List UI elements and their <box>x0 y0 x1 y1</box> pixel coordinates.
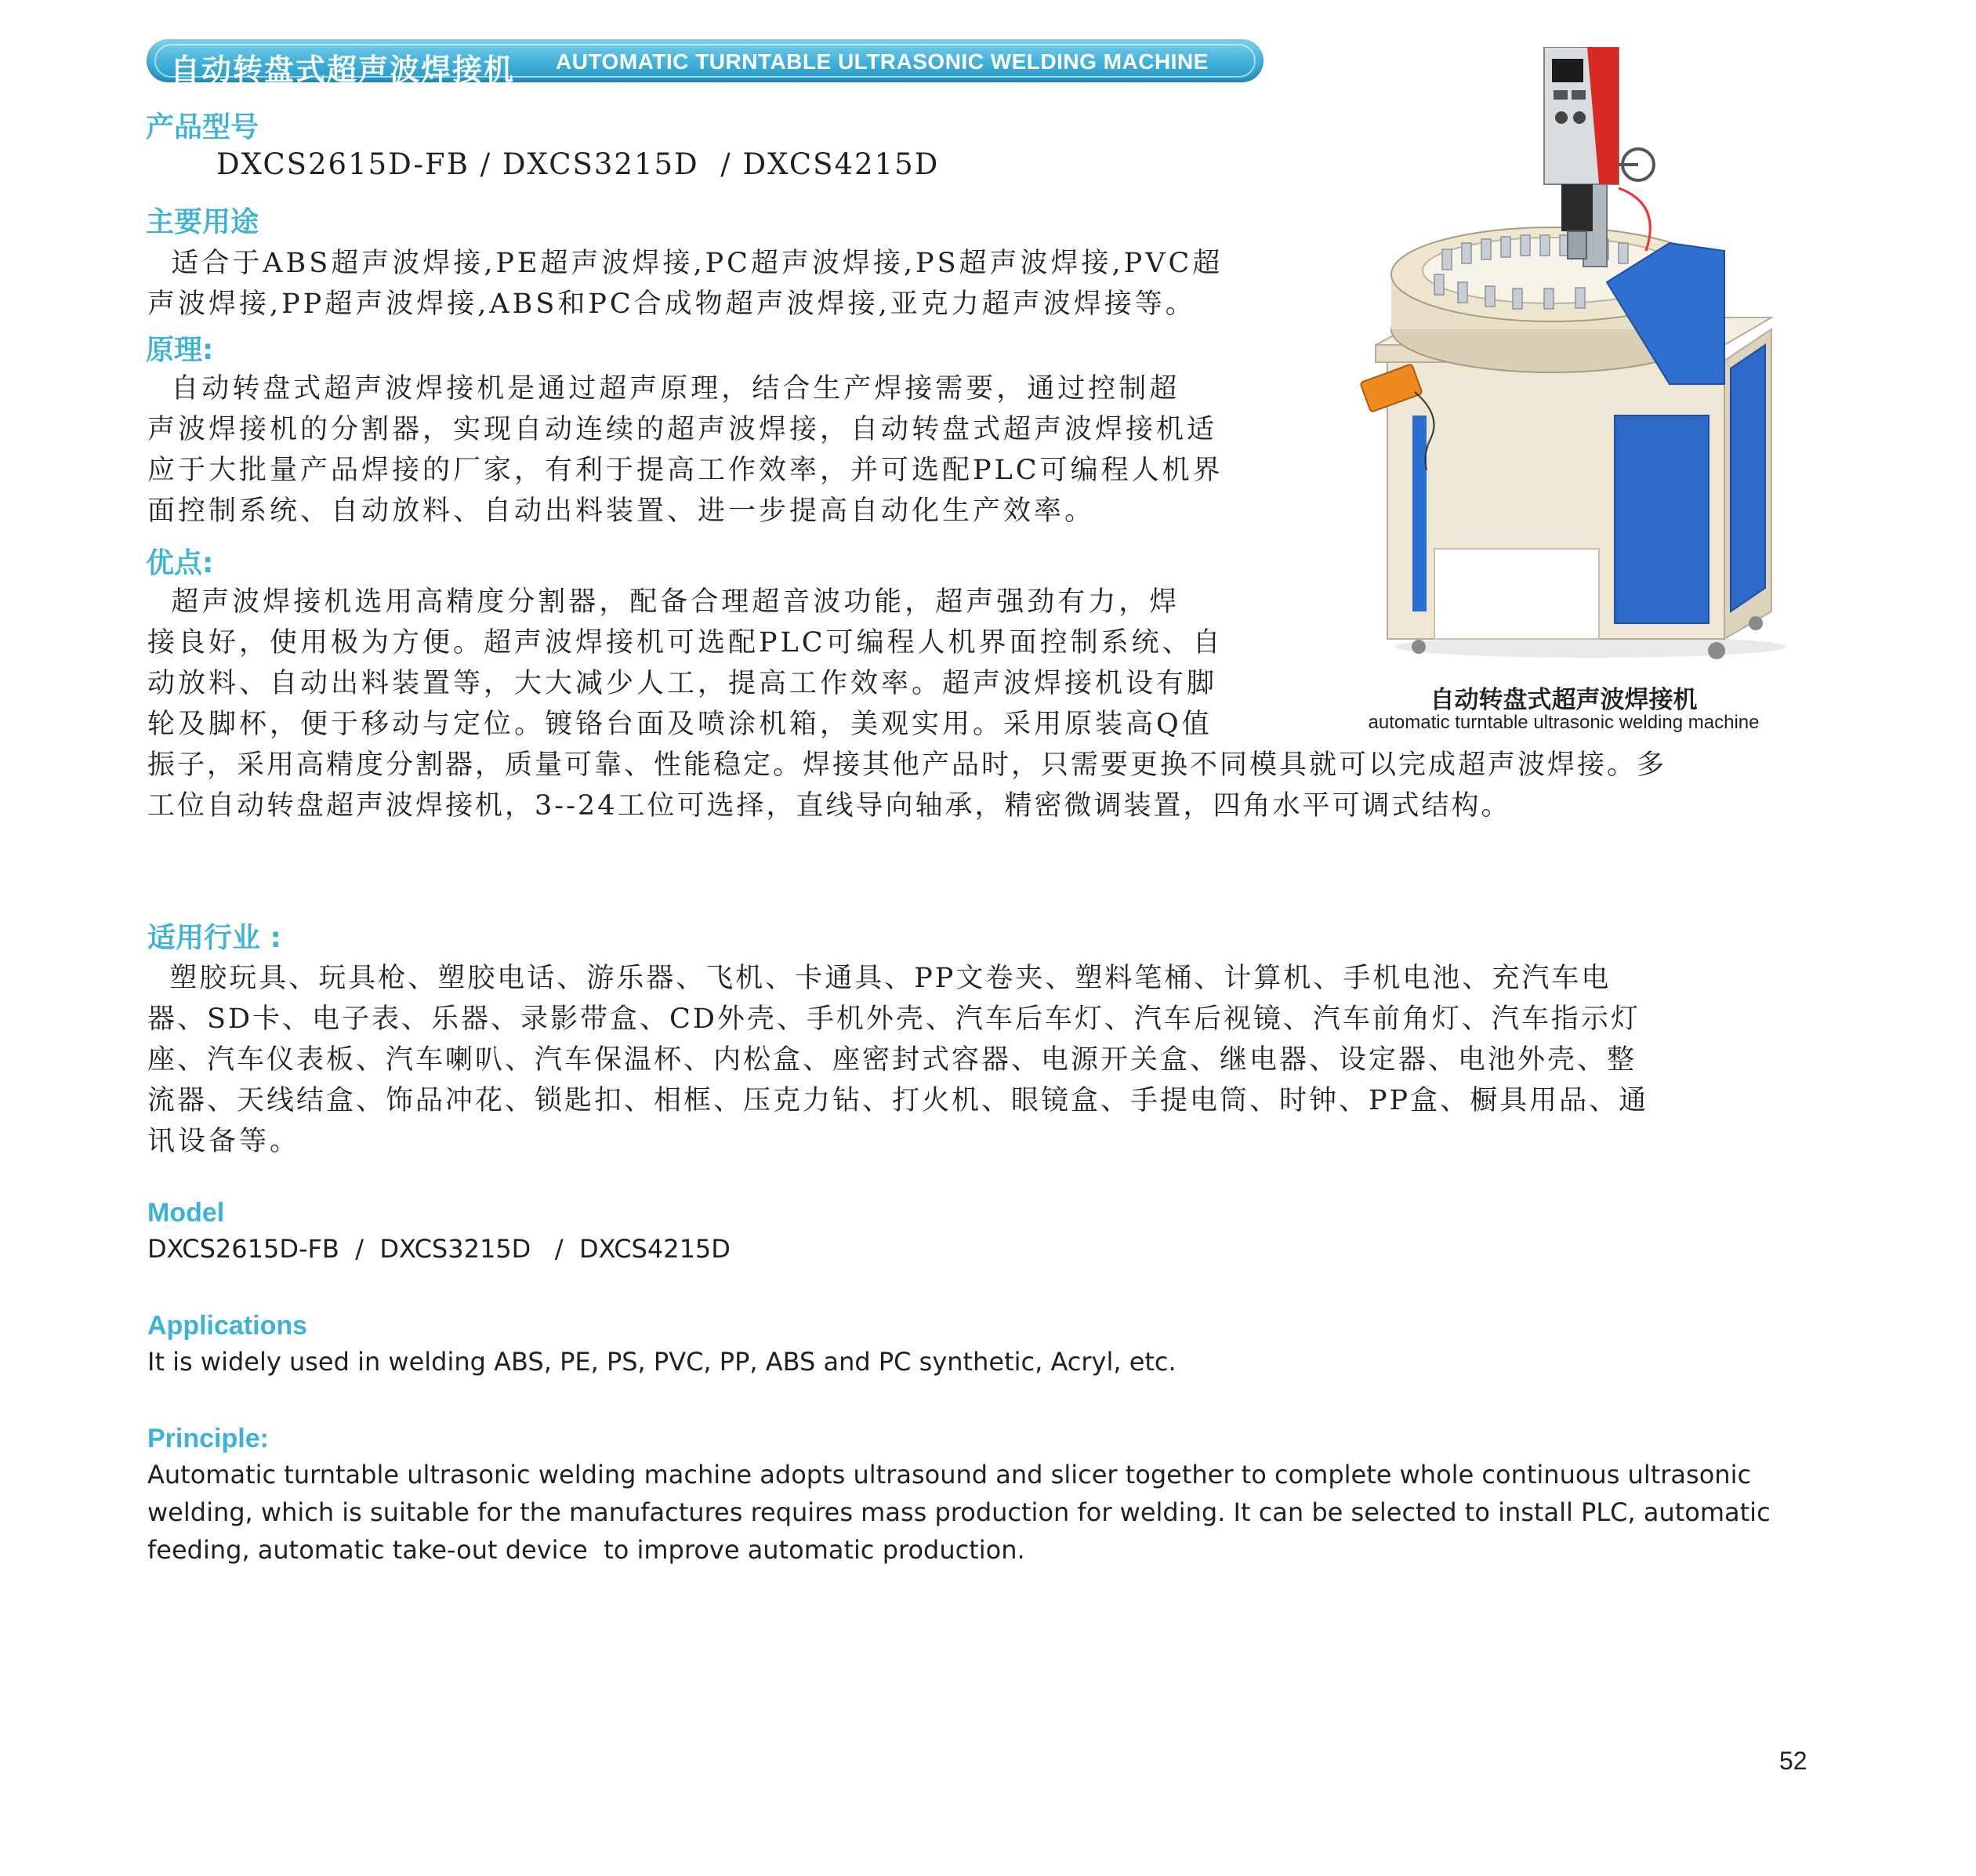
banner-title-cn: 自动转盘式超声波焊接机 <box>170 53 516 87</box>
figure-caption-cn: 自动转盘式超声波焊接机 <box>1430 686 1698 714</box>
model-value-en: DXCS2615D-FB / DXCS3215D / DXCS4215D <box>147 1234 731 1264</box>
applications-text-en: It is widely used in welding ABS, PE, PS, PVC, PP, ABS and PC synthetic, Acryl, etc. <box>147 1347 1177 1377</box>
advantages-line: 接良好，使用极为方便。超声波焊接机可选配PLC可编程人机界面控制系统、自 <box>147 627 1224 659</box>
principle-line: 应于大批量产品焊接的厂家，有利于提高工作效率，并可选配PLC可编程人机界 <box>147 455 1224 486</box>
advantages-line: 工位自动转盘超声波焊接机，3--24工位可选择，直线导向轴承，精密微调装置，四角水平可调式结构。 <box>147 790 1511 822</box>
heading-advantages-cn: 优点: <box>146 547 214 579</box>
principle-line-en: feeding, automatic take-out device to improve automatic production. <box>147 1535 1025 1565</box>
principle-line: 自动转盘式超声波焊接机是通过超声原理，结合生产焊接需要，通过控制超 <box>147 373 1180 405</box>
industries-line: 塑胶玩具、玩具枪、塑胶电话、游乐器、飞机、卡通具、PP文卷夹、塑料笔桶、计算机、手机电池、充汽车电 <box>147 963 1612 994</box>
heading-applications-en: Applications <box>147 1311 308 1341</box>
industries-line: 流器、天线结盒、饰品冲花、锁匙扣、相框、压克力钻、打火机、眼镜盒、手提电筒、时钟、PP盒、橱具用品、通 <box>147 1085 1649 1116</box>
page-number: 52 <box>1779 1747 1807 1775</box>
banner-title-en: AUTOMATIC TURNTABLE ULTRASONIC WELDING MACHINE <box>556 49 1209 74</box>
principle-line: 面控制系统、自动放料、自动出料装置、进一步提高自动化生产效率。 <box>147 495 1096 527</box>
usage-line: 声波焊接,PP超声波焊接,ABS和PC合成物超声波焊接,亚克力超声波焊接等。 <box>147 288 1196 320</box>
advantages-line: 振子，采用高精度分割器，质量可靠、性能稳定。焊接其他产品时，只需要更换不同模具就可以完成超声波焊接。多 <box>147 749 1667 781</box>
principle-line-en: welding, which is suitable for the manufactures requires mass production for welding. It can be selected to install PLC, automatic <box>147 1497 1771 1527</box>
principle-line: 声波焊接机的分割器，实现自动连续的超声波焊接，自动转盘式超声波焊接机适 <box>147 414 1218 445</box>
industries-line: 座、汽车仪表板、汽车喇叭、汽车保温杯、内松盒、座密封式容器、电源开关盒、继电器、设定器、电池外壳、整 <box>147 1044 1637 1076</box>
industries-line: 讯设备等。 <box>147 1126 301 1157</box>
heading-usage-cn: 主要用途 <box>146 206 259 238</box>
heading-principle-en: Principle: <box>147 1424 269 1453</box>
heading-industries-cn: 适用行业 : <box>147 922 281 954</box>
principle-line-en: Automatic turntable ultrasonic welding machine adopts ultrasound and slicer together to complete whole continuous ultrasonic <box>147 1460 1752 1490</box>
model-value-cn: DXCS2615D-FB / DXCS3215D / DXCS4215D <box>216 147 940 181</box>
title-banner <box>147 39 1264 87</box>
advantages-line: 动放料、自动出料装置等，大大减少人工，提高工作效率。超声波焊接机设有脚 <box>147 668 1218 699</box>
advantages-line: 超声波焊接机选用高精度分割器，配备合理超音波功能，超声强劲有力，焊 <box>147 586 1180 618</box>
usage-line: 适合于ABS超声波焊接,PE超声波焊接,PC超声波焊接,PS超声波焊接,PVC超 <box>147 248 1224 279</box>
heading-model-cn: 产品型号 <box>146 111 259 143</box>
heading-principle-cn: 原理: <box>146 334 214 366</box>
figure-caption-en: automatic turntable ultrasonic welding machine <box>1368 712 1760 733</box>
machine-illustration <box>1356 47 1795 674</box>
advantages-line: 轮及脚杯，便于移动与定位。镀铬台面及喷涂机箱，美观实用。采用原装高Q值 <box>147 709 1213 740</box>
industries-line: 器、SD卡、电子表、乐器、录影带盒、CD外壳、手机外壳、汽车后车灯、汽车后视镜、汽车前角灯、汽车指示灯 <box>147 1003 1641 1035</box>
heading-model-en: Model <box>147 1198 225 1228</box>
